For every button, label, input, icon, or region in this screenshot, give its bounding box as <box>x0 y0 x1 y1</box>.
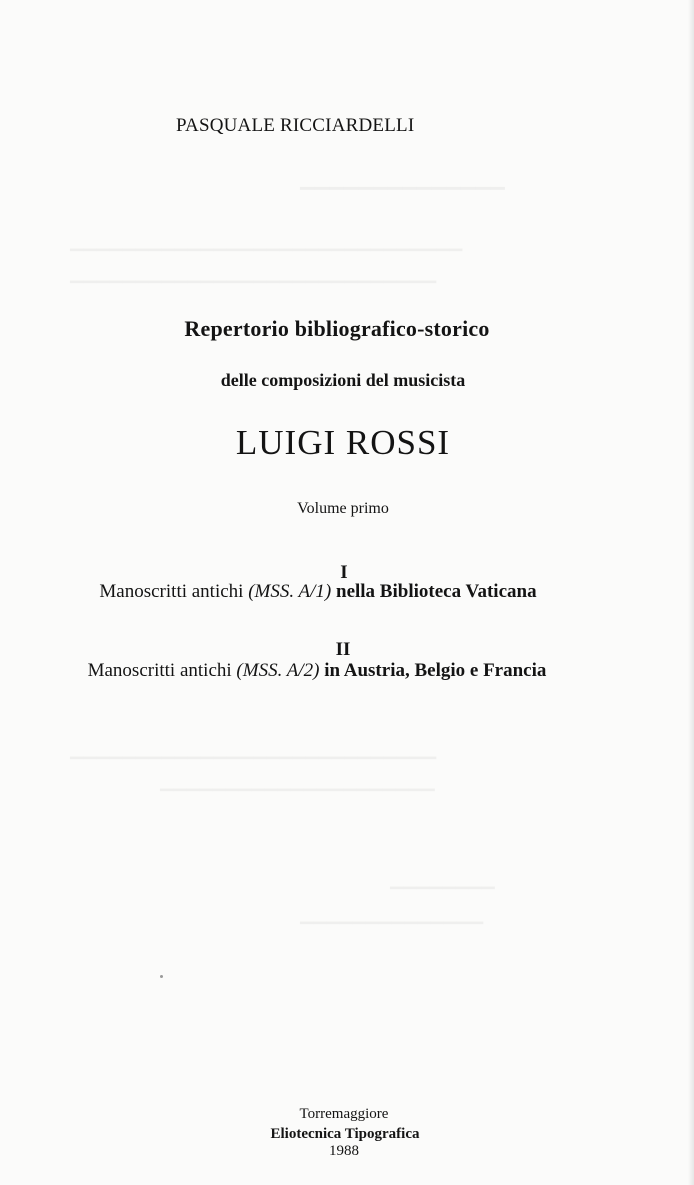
title-line-2: delle composizioni del musicista <box>220 370 466 390</box>
section-2-code: (MSS. A/2) <box>236 660 320 681</box>
page-edge-shadow <box>688 0 694 1185</box>
section-2-prefix: Manoscritti antichi <box>87 660 237 681</box>
paper-speck <box>160 975 163 978</box>
imprint-year: 1988 <box>329 1143 359 1159</box>
section-2-suffix: in Austria, Belgio e Francia <box>319 660 547 681</box>
title-line-1: Repertorio bibliografico-storico <box>184 316 490 341</box>
author-name: PASQUALE RICCIARDELLI <box>176 115 415 136</box>
composer-name: LUIGI ROSSI <box>235 423 451 462</box>
volume-label: Volume primo <box>297 500 389 517</box>
section-1-code: (MSS. A/1) <box>248 581 332 602</box>
imprint-place: Torremaggiore <box>299 1106 389 1122</box>
section-2-numeral: II <box>335 639 351 660</box>
section-1-prefix: Manoscritti antichi <box>99 581 249 602</box>
section-1-title <box>0 581 665 603</box>
bleed-through-texture: ▁▁▁▁▁▁▁▁▁▁▁▁▁▁ ▁▁▁▁▁▁▁▁▁▁▁▁▁▁▁▁▁▁▁▁▁▁▁▁▁▁▁▁▁▁ ▁▁▁▁▁▁▁▁▁▁▁▁▁▁▁▁▁▁▁▁▁▁▁▁▁▁▁▁ ▁▁▁▁▁▁▁▁▁▁▁▁▁▁▁▁▁▁▁▁▁▁▁▁▁▁▁▁ ▁▁▁▁▁▁▁▁▁▁▁▁▁▁▁▁▁▁▁▁▁ ▁▁▁▁▁▁▁▁ ▁▁▁▁▁▁▁▁▁▁▁▁▁▁ <box>70 169 505 924</box>
section-2-title <box>0 660 664 682</box>
section-1-numeral: I <box>340 562 348 583</box>
imprint-printer: Eliotecnica Tipografica <box>270 1126 420 1142</box>
section-1-suffix: nella Biblioteca Vaticana <box>331 581 537 602</box>
